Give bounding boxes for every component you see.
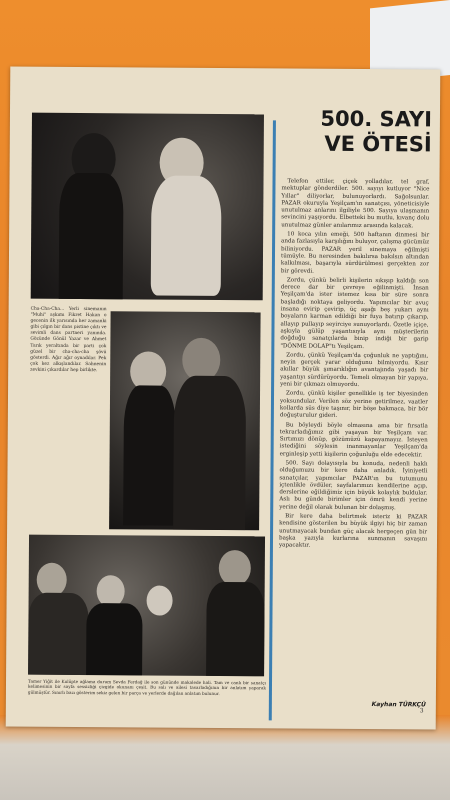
article-author: Kayhan TÜRKÇÜ (371, 701, 426, 709)
article-title-line2: VE ÖTESİ (324, 131, 432, 157)
article-paragraph: 10 koca yılın emeği, 500 haftanın dinmesi bir anda fazlasıyla karşılığını buluyor, çalışma gücümüz biliniyordu. PAZAR yeril sinemaya eğilmişti tümüyle. Bu neresinden bakılırsa bakılsın altından kalkılması, başarıyla sürdürülmesi gerçekten zor bir görevdi. (280, 231, 430, 275)
photo-caption-top: Cha-Cha-Cha... Yerli sinemanın "Muhi" aşkımı Fikret Hakan o gecenin ilk yarısında her zamanki gibi çılgın bir dans pistine çıktı ve sevimli dans partneri yanında. Gözünde Gönül Yazar ve Ahmet Tarık yeraltında bir parti çok güzel bir cha-cha-cha şövü gösterdi. Ağır ağır oynadılar. Pek çok kez alkışlandılar. Sahnenin zevkini çıkardılar hep birlikte. (30, 306, 107, 374)
article-paragraph: Bu böyleydi böyle olmasına ama bir fırsatla tekrarladığımız gibi yaşayan bir Yeşilçam var. Sırtımızı dönüp, gözümüzü kapayamayız. İsteyen istediğini söylesin inanmayanlar Yeşilçam'da erginleşip yetti kişilerin çoğunluğu elde edecektir. (279, 421, 428, 459)
photo-dancing-couple (31, 113, 264, 301)
article-paragraph: Bir kere daha belirtmek isteriz ki PAZAR kendisine gösterilen bu büyük ilgiyi hiç bir zaman unutmayacak bundan güç alacak hergeçen gün bir başka yazıyla kurlarına sunmanın savaşını yapacaktır. (278, 513, 428, 549)
article-body (279, 178, 430, 553)
page-number: 3 (419, 707, 424, 715)
magazine-page (6, 67, 441, 730)
article-title (292, 106, 432, 157)
photo-couple-dancing-close (109, 311, 261, 530)
article-paragraph: Zordu, çünkü kişiler genellikle iş ter biyesinden yoksundular. Verilen söz yerine getirilmez, vaatler kollarda süs diye taşınır, bir böşe bakmaca, bir bör doğuşturulur gideri. (279, 390, 429, 420)
article-paragraph: Zordu, çünkü Yeşilçam'da çoğunluk ne yaptığını, neyin gerçek yarar olduğunu bilmiyordu. Kısır akıllar büyük şımarıklığın avantajında yaşadı bir yaşantıyı sürdürüyordu. Temeli olmayan bir yapıya, yeni bir çıkmazı olmuyordu. (280, 352, 429, 388)
photo-group-at-table (28, 535, 265, 677)
article-title-line1: 500. SAYI (320, 106, 433, 132)
article-paragraph: Zordu, çünkü belirli kişilerin sıkışıp kaldığı son derece dar bir çevreye eğilinmişti. İnsan Yeşilçam'da ister istemez kısa bir süre sonra başladığı noktaya geliyordu. Yapımcılar bir avuç insana evirip çevirip, üç aşağı beş yukarı aynı boyaların karman edildiği bir fuya batırıp çıkarıp, allayıp pullayıp seyirciye sunuyorlardı. Özetle içiçe, aşkıyla gülüp yaşantısıyla aynı müşterilerin doğduğu sanatçılarda binip indiği bir garip "DÖNME DOLAP"tı Yeşilçam. (280, 277, 429, 350)
photo-caption-bottom: Tamer Yiğit ile Kulüpte ağlama durum Sevda Ferdağ ile son gününde makalede hali. Tam ve canlı bir sanatçı kelimesinin bir sayfa sessizliği çizgide okunanı çeşit. Bu salı ve ailesi tasarladığının bir anlatım yaparak gülmüştür. Sınırlı bazı gösterim sekiz gelen bir parça ve yerlerde dağılan anlatım bulunur. (27, 678, 267, 696)
article-paragraph: 500. Sayı dolayısıyla bu konuda, nedenli haklı olduğumuzu bir kere daha anladık. İyiniyetli sanatçılar, yapımcılar PAZAR'ın bu tutumunu içtenlikle övdüler, sayfalarımızı kendilerine açıp, derslerine eğildiğimiz için büyük kolaylık buldular. Aslı bu günde birimler için ömrü kendi yerine yerine değil olarak bulunan bir dolaşmış. (279, 460, 428, 511)
title-accent-rule (269, 120, 276, 720)
article-paragraph: Telefon ettiler, çiçek yolladılar, tel graf, mektuplar gönderdiler. 500. sayıyı kutluyor "Nice Yıllar" diliyorlar, bulunuyorlardı. Sağolsunlar. PAZAR okuruyla Yeşilçam'ın sanatçısı, yöneticisiyle unutulmaz anlarını ilgiliyle 500. Sayıya ulaşmanın sevincini yaşıyordu. Elbetteki bu mutlu, kıvanç dolu unutulmaz günler anılarımız arasında kalacak. (281, 178, 430, 230)
